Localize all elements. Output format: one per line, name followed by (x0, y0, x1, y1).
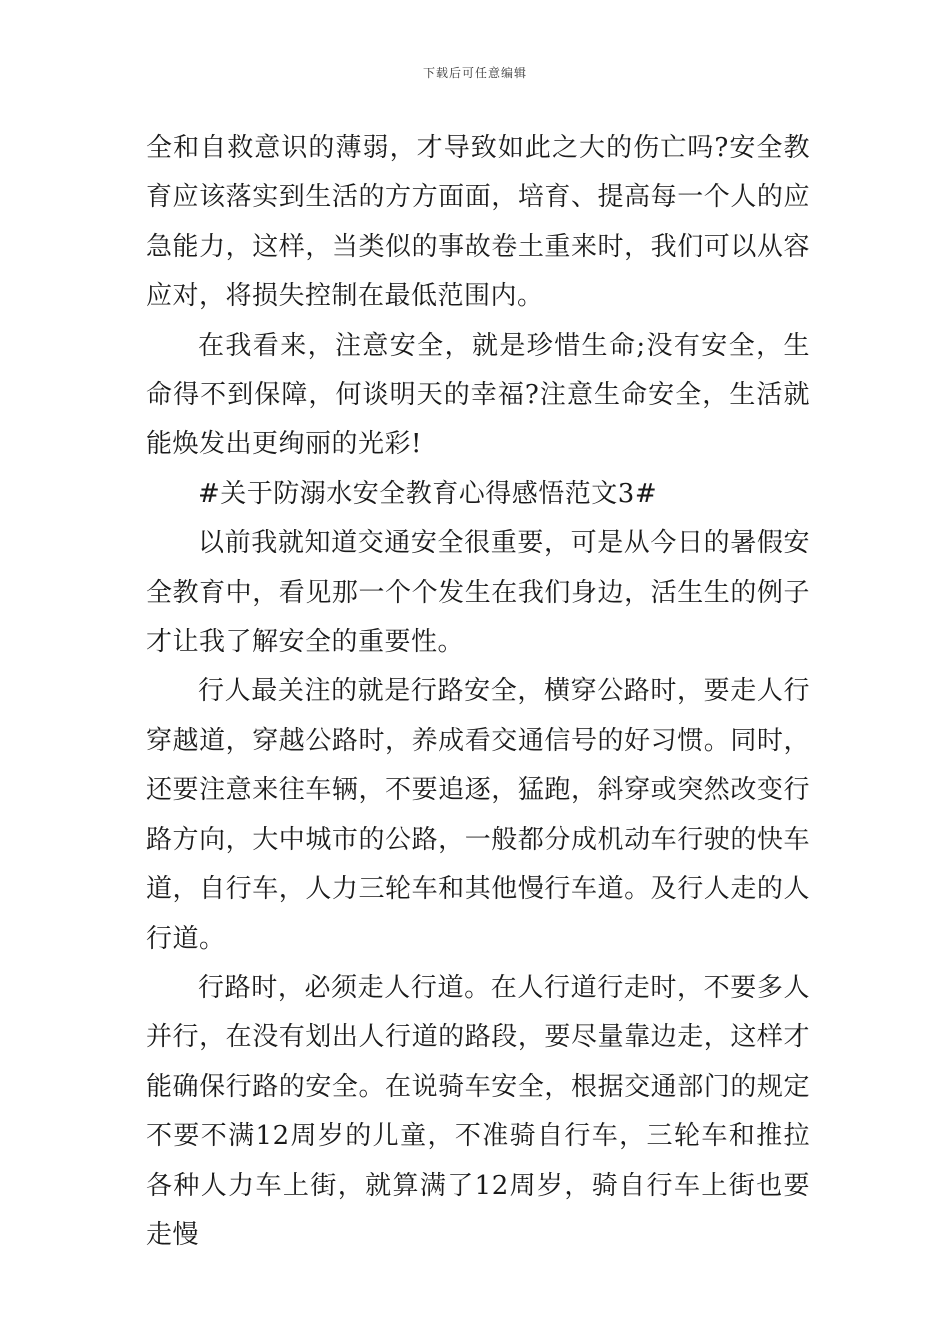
paragraph-continuation: 全和自救意识的薄弱，才导致如此之大的伤亡吗?安全教育应该落实到生活的方方面面，培育、提高每一个人的应急能力，这样，当类似的事故卷土重来时，我们可以从容应对，将损失控制在最低范围内。 (146, 133, 810, 312)
paragraph-pedestrian-safety: 行人最关注的就是行路安全，横穿公路时，要走人行穿越道，穿越公路时，养成看交通信号的好习惯。同时，还要注意来往车辆，不要追逐，猛跑，斜穿或突然改变行路方向，大中城市的公路，一般都分成机动车行驶的快车道，自行车，人力三轮车和其他慢行车道。及行人走的人行道。 (146, 676, 810, 954)
page-header: 下载后可任意编辑 (422, 66, 527, 80)
document-body (146, 124, 810, 1260)
section-heading: #关于防溺水安全教育心得感悟范文3# (198, 478, 658, 509)
paragraph-traffic-intro: 以前我就知道交通安全很重要，可是从今日的暑假安全教育中，看见那一个个发生在我们身边，活生生的例子才让我了解安全的重要性。 (146, 528, 810, 658)
paragraph-safety-life: 在我看来，注意安全，就是珍惜生命;没有安全，生命得不到保障，何谈明天的幸福?注意生命安全，生活就能焕发出更绚丽的光彩! (146, 330, 810, 460)
paragraph-walking-cycling: 行路时，必须走人行道。在人行道行走时，不要多人并行，在没有划出人行道的路段，要尽量靠边走，这样才能确保行路的安全。在说骑车安全，根据交通部门的规定不要不满12周岁的儿童，不准骑自行车，三轮车和推拉各种人力车上街，就算满了12周岁，骑自行车上街也要走慢 (146, 972, 810, 1250)
